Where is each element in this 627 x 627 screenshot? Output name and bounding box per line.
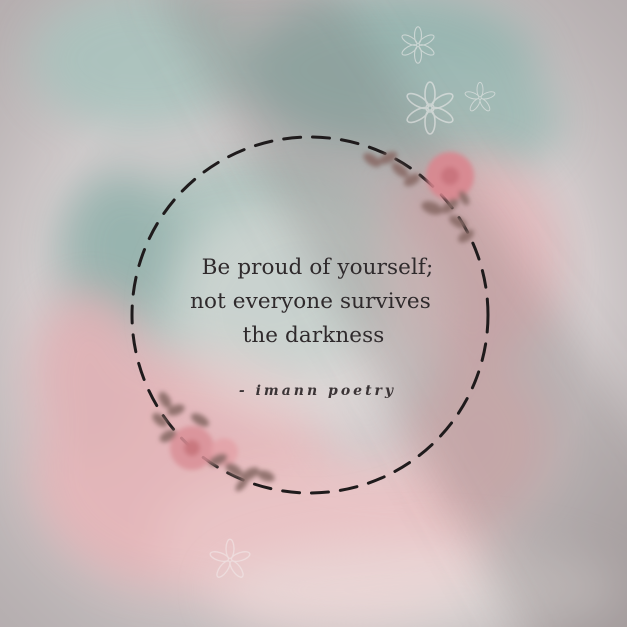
author-signature: - imann poetry — [238, 383, 397, 399]
quote-line-2: not everyone survives — [190, 289, 431, 314]
quote-line-1: Be proud of yourself; — [201, 255, 434, 280]
quote-line-3: the darkness — [242, 323, 385, 348]
